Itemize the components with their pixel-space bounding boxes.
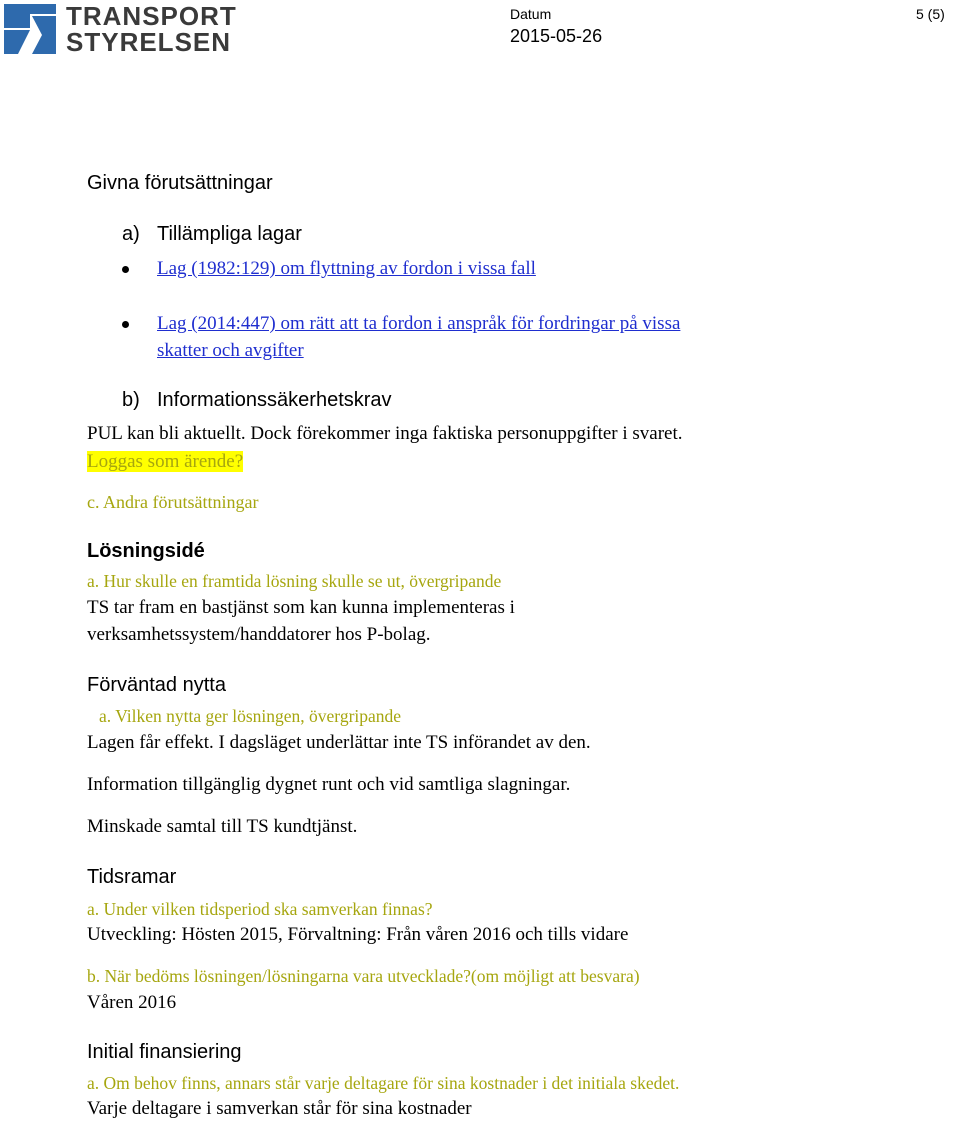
law-link-2014-447[interactable]: Lag (2014:447) om rätt att ta fordon i anspråk för fordringar på vissa: [157, 313, 681, 334]
logo-text-transport: TRANSPORT: [66, 1, 237, 31]
nytta-line2: Information tillgänglig dygnet runt och vid samtliga slagningar.: [87, 774, 571, 795]
page-number: 5 (5): [916, 6, 945, 22]
law-link-2014-447-cont[interactable]: skatter och avgifter: [157, 340, 304, 361]
section-heading-tidsramar: Tidsramar: [87, 866, 177, 888]
list-marker-a: a): [122, 223, 140, 245]
pul-text: PUL kan bli aktuellt. Dock förekommer inga faktiska personuppgifter i svaret.: [87, 423, 683, 444]
losning-answer-line1: TS tar fram en bastjänst som kan kunna implementeras i: [87, 597, 515, 618]
losning-question: a. Hur skulle en framtida lösning skulle se ut, övergripande: [87, 571, 502, 591]
subheading-informationssakerhetskrav: Informationssäkerhetskrav: [157, 389, 392, 411]
loggas-highlight: [87, 451, 243, 473]
andra-forutsattningar: c. Andra förutsättningar: [87, 492, 259, 512]
subheading-tillampliga-lagar: Tillämpliga lagar: [157, 223, 302, 245]
loggas-text: Loggas som ärende?: [87, 451, 244, 472]
tidsramar-question-a: a. Under vilken tidsperiod ska samverkan finnas?: [87, 899, 433, 919]
section-heading-losningside: Lösningsidé: [87, 540, 205, 562]
bullet-icon: [122, 266, 129, 273]
tidsramar-answer-b: Våren 2016: [87, 992, 177, 1013]
transportstyrelsen-logo-icon: [4, 4, 56, 54]
finansiering-answer: Varje deltagare i samverkan står för sina kostnader: [87, 1098, 472, 1119]
nytta-line1: Lagen får effekt. I dagsläget underlättar inte TS införandet av den.: [87, 732, 591, 753]
logo-text-styrelsen: STYRELSEN: [66, 27, 232, 57]
tidsramar-question-b: b. När bedöms lösningen/lösningarna vara utvecklade?(om möjligt att besvara): [87, 966, 640, 986]
tidsramar-answer-a: Utveckling: Hösten 2015, Förvaltning: Från våren 2016 och tills vidare: [87, 924, 629, 945]
list-marker-b: b): [122, 389, 140, 411]
nytta-question: a. Vilken nytta ger lösningen, övergripande: [99, 706, 402, 726]
nytta-line3: Minskade samtal till TS kundtjänst.: [87, 816, 358, 837]
law-link-1982-129[interactable]: Lag (1982:129) om flyttning av fordon i vissa fall: [157, 258, 536, 279]
losning-answer-line2: verksamhetssystem/handdatorer hos P-bolag.: [87, 624, 431, 645]
section-heading-givna: Givna förutsättningar: [87, 172, 273, 194]
date-value: 2015-05-26: [510, 26, 603, 46]
section-heading-forvantad-nytta: Förväntad nytta: [87, 674, 226, 696]
date-label: Datum: [510, 6, 552, 22]
section-heading-initial-finansiering: Initial finansiering: [87, 1041, 242, 1063]
bullet-icon: [122, 321, 129, 328]
finansiering-question: a. Om behov finns, annars står varje deltagare för sina kostnader i det initiala skedet.: [87, 1073, 680, 1093]
